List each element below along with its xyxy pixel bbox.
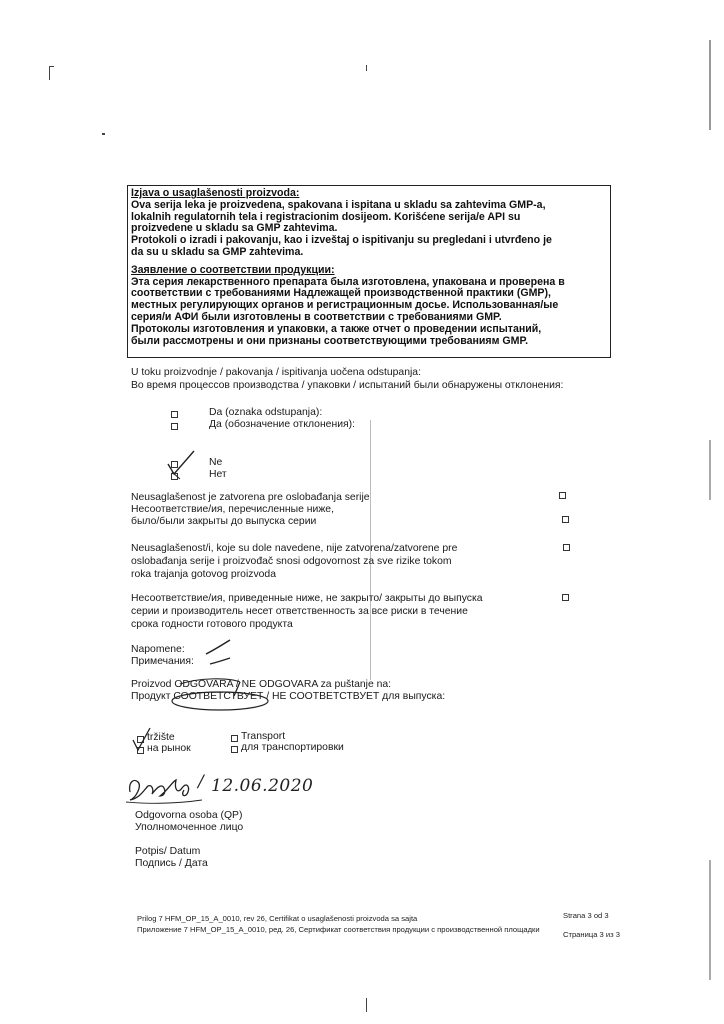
statement-line: местных регулирующих органов и регистрационным досье. Использованная/ые <box>131 299 559 312</box>
deviations-yes-checkbox-ru[interactable] <box>171 423 178 430</box>
release-transport-ru: для транспортировки <box>241 742 344 753</box>
deviations-question-ru: Во время процессов производства / упаковки / испытаний были обнаружены отклонения: <box>131 380 564 391</box>
release-statement-ru: Продукт СООТВЕТСТВУЕТ / НЕ СООТВЕТСТВУЕТ для выпуска: <box>131 691 446 702</box>
release-statement-sr: Proizvod ODGOVARA / NE ODGOVARA za puštanje na: <box>131 679 392 690</box>
release-transport-checkbox[interactable] <box>231 735 238 742</box>
scan-mark <box>102 133 105 135</box>
scan-mark <box>366 65 367 71</box>
deviations-yes-label-ru: Да (обозначение отклонения): <box>209 419 355 430</box>
nonconformity-closed-sr: Neusaglašenost je zatvorena pre oslobađanja serije <box>131 492 370 503</box>
qp-role-sr: Odgovorna osoba (QP) <box>135 810 243 821</box>
compliance-statement-box <box>127 185 611 358</box>
statement-line: Эта серия лекарственного препарата была изготовлена, упакована и проверена в <box>131 275 565 288</box>
deviations-yes-checkbox[interactable] <box>171 411 178 418</box>
sign-date-label-sr: Potpis/ Datum <box>135 846 201 857</box>
statement-line: da su u skladu sa GMP zahtevima. <box>131 245 304 258</box>
nonconformity-open-ru-1: Несоответствие/ия, приведенные ниже, не закрыто/ закрыты до выпуска <box>131 593 483 604</box>
statement-line: соответствии с требованиями Надлежащей производственной практики (GMP), <box>131 287 551 300</box>
signature-separator: / <box>198 772 205 792</box>
nonconformity-open-sr-2: oslobađanja serije i proizvođač snosi odgovornost za sve rizike tokom <box>131 556 452 567</box>
deviations-no-label-sr: Ne <box>209 457 223 468</box>
notes-label-sr: Napomene: <box>131 644 185 655</box>
nonconformity-closed-ru-1: Несоответствие/ия, перечисленные ниже, <box>131 504 334 515</box>
circled-selection-mark <box>168 674 278 714</box>
notes-dash-mark <box>200 634 240 668</box>
statement-title-sr: Izjava o usaglašenosti proizvoda: <box>131 187 300 199</box>
statement-line: lokalnih regulatornih tela i registracionim dosijeom. Korišćene serija/e API su <box>131 210 521 223</box>
nonconformity-closed-checkbox-ru[interactable] <box>562 516 569 523</box>
signature-date: 12.06.2020 <box>211 776 314 796</box>
checkmark-icon <box>164 448 200 482</box>
deviations-question-sr: U toku proizvodnje / pakovanja / ispitivanja uočena odstupanja: <box>131 367 421 378</box>
scan-mark <box>709 860 711 980</box>
scan-mark <box>49 66 54 67</box>
nonconformity-open-sr-1: Neusaglašenost/i, koje su dole navedene, nije zatvorena/zatvorene pre <box>131 543 458 554</box>
deviations-no-label-ru: Нет <box>209 469 227 480</box>
nonconformity-open-sr-3: roka trajanja gotovog proizvoda <box>131 569 276 580</box>
sign-date-label-ru: Подпись / Дата <box>135 858 208 869</box>
page-number-sr: Strana 3 od 3 <box>563 911 609 920</box>
statement-title-ru: Заявление о соответствии продукции: <box>131 263 335 276</box>
nonconformity-open-ru-3: срока годности готового продукта <box>131 619 293 630</box>
release-market-ru: на рынок <box>147 743 191 754</box>
scan-mark <box>49 66 50 80</box>
nonconformity-open-checkbox[interactable] <box>563 544 570 551</box>
footer-reference-sr: Prilog 7 HFM_OP_15_A_0010, rev 26, Certifikat o usaglašenosti proizvoda sa sajta <box>137 914 418 923</box>
release-transport-sr: Transport <box>241 731 286 742</box>
scan-mark <box>709 440 711 500</box>
scan-mark <box>366 998 367 1012</box>
statement-line: были рассмотрены и они признаны соответствующими требованиям GMP. <box>131 334 529 347</box>
notes-label-ru: Примечания: <box>131 656 194 667</box>
statement-line: Протоколы изготовления и упаковки, а также отчет о проведении испытаний, <box>131 322 542 335</box>
nonconformity-open-ru-2: серии и производитель несет ответственность за все риски в течение <box>131 606 468 617</box>
statement-line: Ova serija leka je proizvedena, spakovana i ispitana u skladu sa zahtevima GMP-a, <box>131 198 546 211</box>
qp-role-ru: Уполномоченное лицо <box>135 822 244 833</box>
release-transport-checkbox-ru[interactable] <box>231 746 238 753</box>
statement-line: серия/и АФИ были изготовлены в соответствии с требованиями GMP. <box>131 310 502 323</box>
footer-reference-ru: Приложение 7 HFM_OP_15_A_0010, ред. 26, Сертификат соответствия продукции с производственной площадки <box>137 925 540 934</box>
statement-line: proizvedene u skladu sa GMP zahtevima. <box>131 222 338 235</box>
nonconformity-closed-ru-2: было/были закрыты до выпуска серии <box>131 516 317 527</box>
deviations-yes-label-sr: Da (oznaka odstupanja): <box>209 407 323 418</box>
handwritten-signature <box>124 772 206 808</box>
page-number-ru: Страница 3 из 3 <box>563 930 620 939</box>
release-market-sr: tržište <box>147 732 175 743</box>
nonconformity-closed-checkbox[interactable] <box>559 492 566 499</box>
scan-mark <box>709 40 711 130</box>
statement-line: Protokoli o izradi i pakovanju, kao i izveštaj o ispitivanju su pregledani i utvrđeno je <box>131 234 552 247</box>
nonconformity-open-checkbox-ru[interactable] <box>562 594 569 601</box>
